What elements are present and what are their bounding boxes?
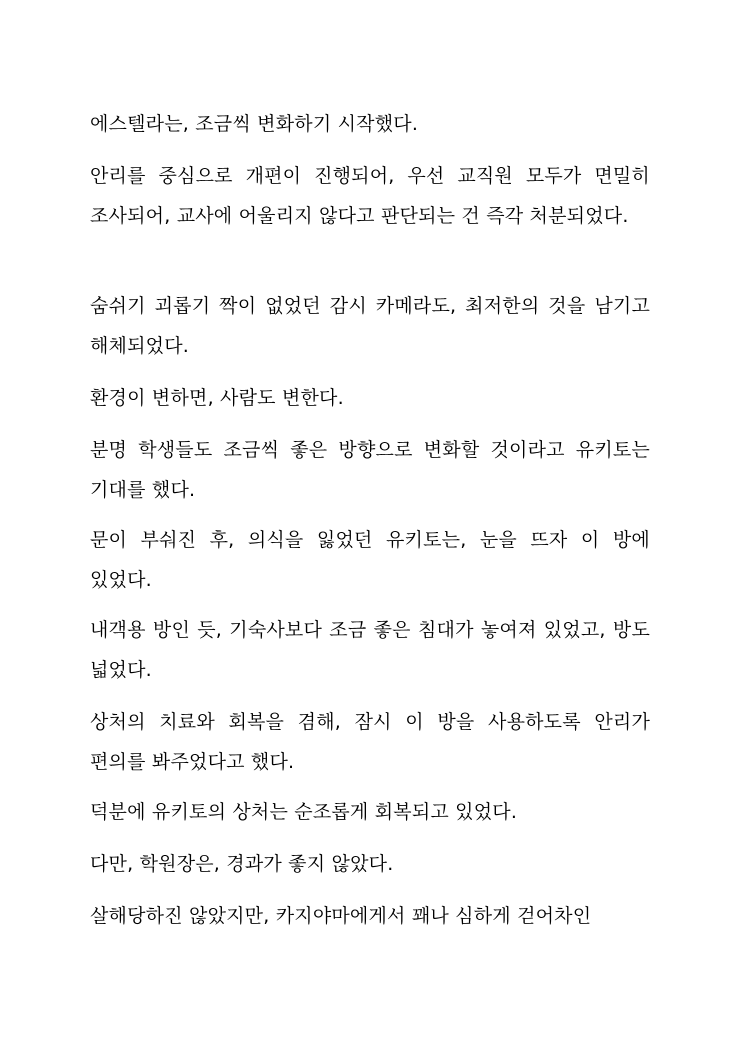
paragraph-10: 다만, 학원장은, 경과가 좋지 않았다. xyxy=(90,853,394,875)
paragraph-7: 내객용 방인 듯, 기숙사보다 조금 좋은 침대가 놓여져 있었고, 방도 넓었다. xyxy=(90,619,650,681)
paragraph-2: 안리를 중심으로 개편이 진행되어, 우선 교직원 모두가 면밀히 조사되어, 교사에 어울리지 않다고 판단되는 건 즉각 처분되었다. xyxy=(90,165,650,227)
paragraph-4: 환경이 변하면, 사람도 변한다. xyxy=(90,387,344,409)
paragraph-11: 살해당하진 않았지만, 카지야마에게서 꽤나 심하게 걷어차인 xyxy=(90,905,592,927)
paragraph-8: 상처의 치료와 회복을 겸해, 잠시 이 방을 사용하도록 안리가 편의를 봐주었다고 했다. xyxy=(90,711,650,773)
paragraph-3: 숨쉬기 괴롭기 짝이 없었던 감시 카메라도, 최저한의 것을 남기고 해체되었다. xyxy=(90,295,650,357)
paragraph-1: 에스텔라는, 조금씩 변화하기 시작했다. xyxy=(90,113,419,135)
paragraph-9: 덕분에 유키토의 상처는 순조롭게 회복되고 있었다. xyxy=(90,801,518,823)
paragraph-6: 문이 부숴진 후, 의식을 잃었던 유키토는, 눈을 뜨자 이 방에 있었다. xyxy=(90,529,650,591)
paragraph-5: 분명 학생들도 조금씩 좋은 방향으로 변화할 것이라고 유키토는 기대를 했다. xyxy=(90,439,650,501)
